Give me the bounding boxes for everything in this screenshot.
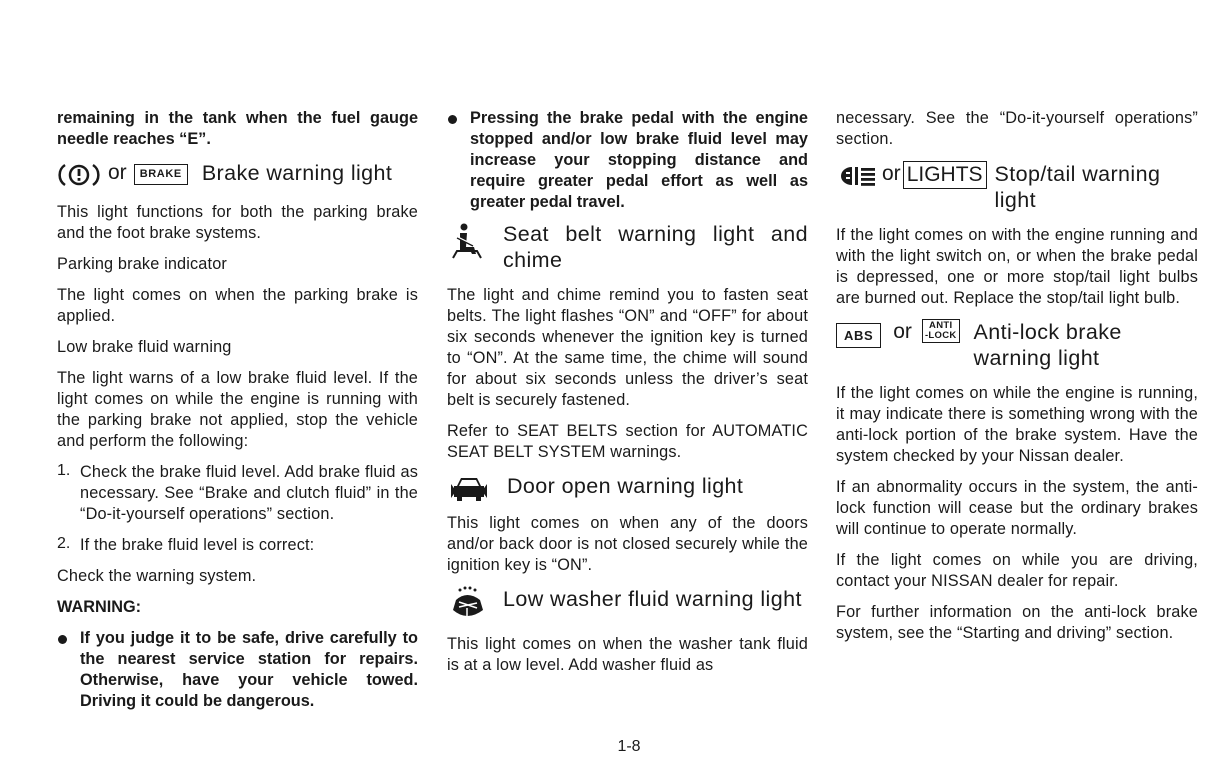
brake-warning-icon bbox=[57, 160, 101, 190]
stoptail-p1: If the light comes on with the engine running and with the light switch on, or when the brake pedal is depressed, one or more stop/tail light bulbs are burned out. Replace the stop/tail light bulb. bbox=[836, 226, 1198, 307]
washer-fluid-icon bbox=[447, 586, 491, 622]
stoptail-heading bbox=[836, 161, 1198, 213]
brake-p2: Parking brake indicator bbox=[57, 255, 227, 273]
abs-heading bbox=[836, 319, 1198, 371]
washer-p1: This light comes on when the washer tank fluid is at a low level. Add washer fluid as bbox=[447, 635, 808, 674]
list-item bbox=[57, 462, 418, 525]
or-text: or bbox=[893, 320, 912, 343]
abs-p4: For further information on the anti-lock brake system, see the “Starting and driving” section. bbox=[836, 603, 1198, 642]
warning-label: WARNING: bbox=[57, 598, 142, 616]
anti-lock-box-bottom: -LOCK bbox=[924, 330, 957, 341]
washer-heading-text: Low washer fluid warning light bbox=[503, 587, 802, 611]
brake-warning-heading bbox=[57, 160, 418, 190]
list-item-number: 1. bbox=[57, 462, 71, 479]
washer-continued-text: necessary. See the “Do-it-yourself operations” section. bbox=[836, 109, 1198, 148]
brake-p6: Check the warning system. bbox=[57, 567, 257, 585]
warning-bullet: If you judge it to be safe, drive carefully to the nearest service station for repairs. Otherwise, have your vehicle towed. Driving it could be dangerous. bbox=[57, 628, 418, 712]
stop-tail-light-icon bbox=[836, 161, 878, 191]
lights-box-label: LIGHTS bbox=[903, 161, 987, 189]
anti-lock-box-label bbox=[922, 319, 960, 343]
seatbelt-p1: The light and chime remind you to fasten seat belts. The light flashes “ON” and “OFF” for about six seconds whenever the ignition key is turned to “ON”. At the same time, the chime will sound for about six seconds unless the driver’s seat belt is securely fastened. bbox=[447, 286, 808, 409]
brake-heading-text: Brake warning light bbox=[201, 161, 393, 185]
abs-box-label: ABS bbox=[836, 323, 881, 348]
or-text: or bbox=[108, 161, 127, 184]
door-heading-text: Door open warning light bbox=[507, 474, 744, 498]
page-number: 1-8 bbox=[617, 738, 641, 755]
column-right bbox=[836, 108, 1198, 644]
list-item-number: 2. bbox=[57, 535, 71, 552]
list-item bbox=[57, 535, 418, 556]
list-item-text: If the brake fluid level is correct: bbox=[80, 536, 315, 554]
seatbelt-icon bbox=[447, 221, 491, 261]
anti-lock-box-top: ANTI bbox=[929, 320, 953, 331]
door-p1: This light comes on when any of the doors and/or back door is not closed securely while the ignition key is “ON”. bbox=[447, 514, 808, 574]
abs-heading-text: Anti-lock brake warning light bbox=[973, 320, 1122, 370]
brake-box-label: BRAKE bbox=[134, 164, 188, 185]
seatbelt-heading bbox=[447, 221, 808, 273]
stoptail-heading-text: Stop/tail warning light bbox=[994, 162, 1161, 212]
list-item-text: Check the brake fluid level. Add brake fluid as necessary. See “Brake and clutch fluid” in the “Do-it-yourself operations” section. bbox=[80, 463, 418, 523]
seatbelt-heading-text: Seat belt warning light and chime bbox=[503, 222, 808, 272]
brake-p3: The light comes on when the parking brake is applied. bbox=[57, 286, 418, 325]
abs-p2: If an abnormality occurs in the system, the anti-lock function will cease but the ordinary brakes will continue to operate normally. bbox=[836, 478, 1198, 538]
washer-heading bbox=[447, 586, 808, 622]
brake-pedal-bullet: Pressing the brake pedal with the engine stopped and/or low brake fluid level may increase your stopping distance and require greater pedal effort as well as greater pedal travel. bbox=[447, 108, 808, 213]
door-heading bbox=[447, 473, 808, 505]
column-left bbox=[57, 108, 418, 712]
abs-p3: If the light comes on while you are driving, contact your NISSAN dealer for repair. bbox=[836, 551, 1198, 590]
abs-p1: If the light comes on while the engine is running, it may indicate there is something wrong with the anti-lock portion of the brake system. Have the system checked by your Nissan dealer. bbox=[836, 384, 1198, 465]
brake-p4: Low brake fluid warning bbox=[57, 338, 232, 356]
door-open-icon bbox=[447, 473, 491, 505]
column-middle bbox=[447, 108, 808, 676]
brake-p1: This light functions for both the parking brake and the foot brake systems. bbox=[57, 203, 418, 242]
fuel-intro-text: remaining in the tank when the fuel gauge needle reaches “E”. bbox=[57, 109, 418, 148]
or-text: or bbox=[882, 162, 901, 185]
brake-p5: The light warns of a low brake fluid level. If the light comes on while the engine is running with the parking brake not applied, stop the vehicle and perform the following: bbox=[57, 369, 418, 450]
seatbelt-p2: Refer to SEAT BELTS section for AUTOMATIC SEAT BELT SYSTEM warnings. bbox=[447, 422, 808, 461]
